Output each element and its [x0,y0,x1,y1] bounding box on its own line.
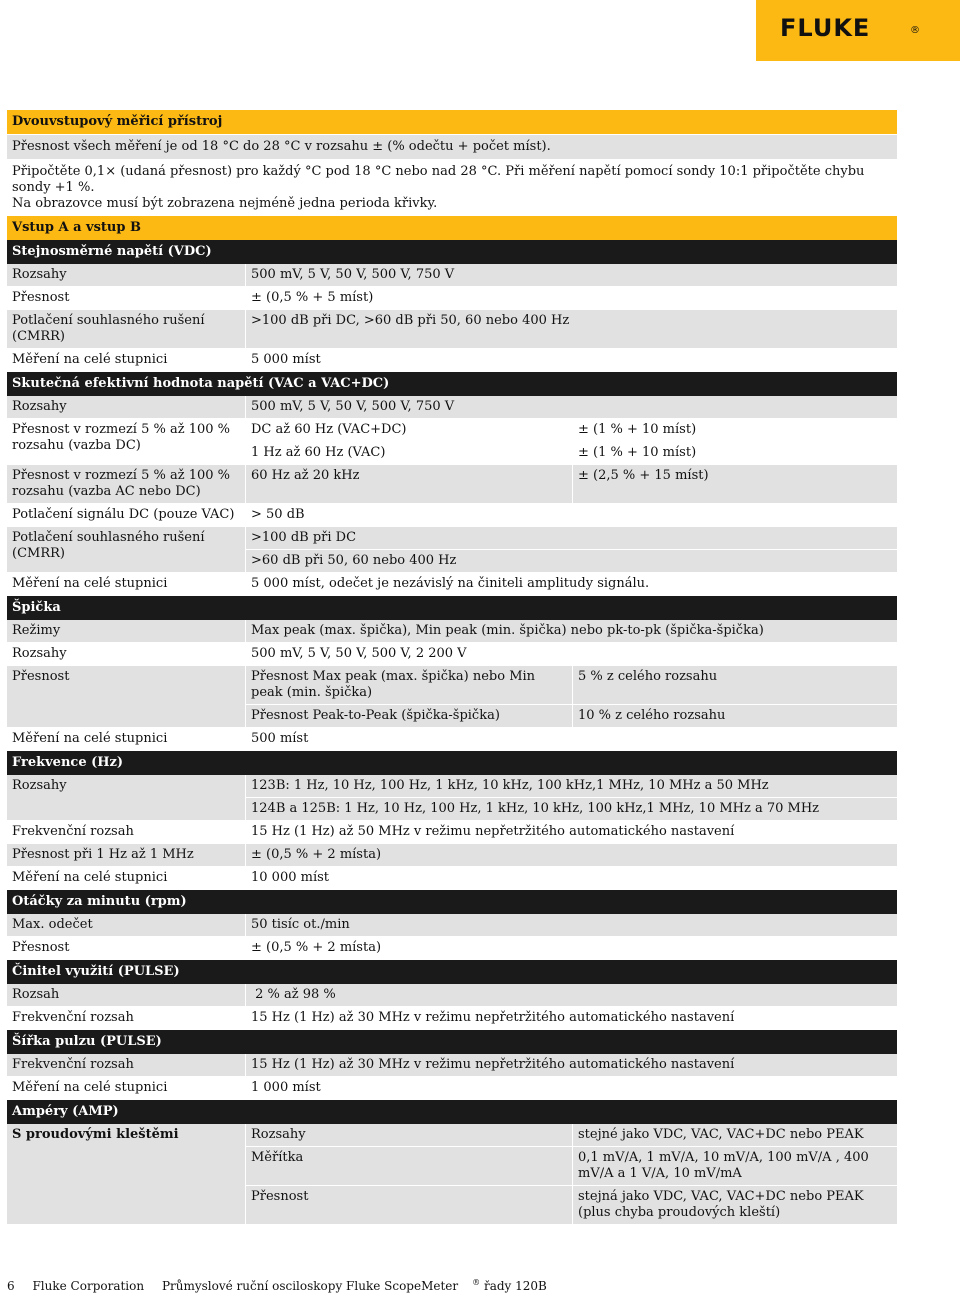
row-value: Max peak (max. špička), Min peak (min. špička) nebo pk-to-pk (špička-špička) [251,623,764,638]
row-value: ± (0,5 % + 2 místa) [251,847,382,862]
table-row [7,287,897,310]
spec-sheet [7,110,897,1225]
row-label: Frekvenční rozsah [7,821,246,843]
table-row [7,666,897,728]
footer-doc-title: Průmyslové ruční osciloskopy Fluke ScopeMeter [161,1279,459,1293]
row-value: 15 Hz (1 Hz) až 50 MHz v režimu nepřetržitého automatického nastavení [251,824,735,839]
row-label: Režimy [7,620,246,642]
row-label: Rozsahy [7,396,246,418]
input-header: Vstup A a vstup B [7,216,897,240]
sub-row [246,798,897,820]
row-label: Max. odečet [7,914,246,936]
amp-header: Ampéry (AMP) [7,1100,897,1124]
sub-row [246,1124,897,1147]
sub-condition: 60 Hz až 20 kHz [246,465,573,503]
vdc-header: Stejnosměrné napětí (VDC) [7,240,897,264]
page-number: 6 [7,1279,15,1293]
row-label: Přesnost [7,287,246,309]
sub-value: ± (1 % + 10 míst) [578,445,697,460]
row-value: 5 000 míst [251,352,321,367]
table-row [7,1124,897,1225]
row-label: Rozsahy [7,264,246,286]
sub-row [246,527,897,550]
sub-table [246,666,897,727]
row-label: Potlačení souhlasného rušení (CMRR) [7,310,246,348]
row-value: >100 dB při DC [251,530,357,545]
row-label: Přesnost v rozmezí 5 % až 100 % rozsahu (vazba AC nebo DC) [7,465,246,503]
table-row [7,620,897,643]
section-title: Dvouvstupový měřicí přístroj [7,110,897,135]
pulse-header: Šířka pulzu (PULSE) [7,1030,897,1054]
table-row [7,821,897,844]
sub-value: ± (1 % + 10 míst) [578,422,697,437]
table-row [7,419,897,465]
row-label: Měření na celé stupnici [7,1077,246,1099]
table-row [7,775,897,821]
intro-line-2 [7,160,897,216]
row-value: 10 000 míst [251,870,329,885]
row-label: Potlačení signálu DC (pouze VAC) [7,504,246,526]
row-label: Přesnost [7,666,246,727]
row-value: 50 tisíc ot./min [251,917,350,932]
sub-row [246,550,897,572]
row-value: 1 000 míst [251,1080,321,1095]
sub-row [246,442,897,464]
row-value: 500 mV, 5 V, 50 V, 500 V, 750 V [251,399,455,414]
sub-value: stejná jako VDC, VAC, VAC+DC nebo PEAK (plus chyba proudových kleští) [578,1189,864,1220]
table-row [7,1007,897,1030]
table-row [7,1077,897,1100]
intro-line-1: Přesnost všech měření je od 18 °C do 28 °C v rozsahu ± (% odečtu + počet míst). [7,135,897,160]
row-label: Potlačení souhlasného rušení (CMRR) [7,527,246,572]
footer-doc [162,1279,561,1293]
table-row [7,984,897,1007]
table-row [7,844,897,867]
sub-value: stejné jako VDC, VAC, VAC+DC nebo PEAK [578,1127,864,1142]
footer-registered-mark: ® [472,1278,481,1287]
sub-row [246,1186,897,1224]
sub-condition: Měřítka [246,1147,573,1185]
table-row [7,914,897,937]
row-label: Frekvenční rozsah [7,1054,246,1076]
row-value: > 50 dB [251,507,305,522]
table-row [7,504,897,527]
duty-header: Činitel využití (PULSE) [7,960,897,984]
sub-condition: Přesnost Peak-to-Peak (špička-špička) [246,705,573,727]
sub-table [246,419,897,464]
row-value: >100 dB při DC, >60 dB při 50, 60 nebo 400 Hz [251,313,570,328]
sub-value: 0,1 mV/A, 1 mV/A, 10 mV/A, 100 mV/A , 400 mV/A a 1 V/A, 10 mV/mA [578,1150,869,1181]
row-value: ± (0,5 % + 5 míst) [251,290,374,305]
sub-row [246,775,897,798]
sub-row [246,705,897,727]
row-label: Měření na celé stupnici [7,573,246,595]
sub-row [246,666,897,705]
fluke-logo [756,0,960,61]
row-label: Frekvenční rozsah [7,1007,246,1029]
table-row [7,643,897,666]
row-value: 124B a 125B: 1 Hz, 10 Hz, 100 Hz, 1 kHz, 10 kHz, 100 kHz,1 MHz, 10 MHz a 70 MHz [251,801,820,816]
rpm-header: Otáčky za minutu (rpm) [7,890,897,914]
row-label: Měření na celé stupnici [7,867,246,889]
sub-row [246,419,897,442]
table-row [7,396,897,419]
page-footer [7,1278,575,1293]
sub-condition: 1 Hz až 60 Hz (VAC) [246,442,573,464]
sub-condition: Rozsahy [246,1124,573,1146]
row-label: Přesnost při 1 Hz až 1 MHz [7,844,246,866]
row-label: Měření na celé stupnici [7,349,246,371]
row-label: Měření na celé stupnici [7,728,246,750]
sub-condition: Přesnost [246,1186,573,1224]
row-value: 500 míst [251,731,309,746]
row-label: Přesnost [7,937,246,959]
row-label: Rozsah [7,984,246,1006]
table-row [7,349,897,372]
sub-row [246,1147,897,1186]
logo-registered-mark: ® [910,25,920,36]
sub-value: 10 % z celého rozsahu [578,708,726,723]
row-value: 500 mV, 5 V, 50 V, 500 V, 750 V [251,267,455,282]
logo-wordmark: FLUKE [780,14,871,42]
footer-doc-end: řady 120B [480,1279,547,1293]
row-label: S proudovými kleštěmi [7,1124,246,1224]
peak-header: Špička [7,596,897,620]
table-row [7,937,897,960]
row-value: >60 dB při 50, 60 nebo 400 Hz [251,553,457,568]
row-value: ± (0,5 % + 2 místa) [251,940,382,955]
sub-value: ± (2,5 % + 15 míst) [578,468,709,483]
row-value: 15 Hz (1 Hz) až 30 MHz v režimu nepřetržitého automatického nastavení [251,1010,735,1025]
row-value: 500 mV, 5 V, 50 V, 500 V, 2 200 V [251,646,467,661]
row-label: Rozsahy [7,643,246,665]
vac-header: Skutečná efektivní hodnota napětí (VAC a VAC+DC) [7,372,897,396]
row-value: 5 000 míst, odečet je nezávislý na činiteli amplitudy signálu. [251,576,650,591]
table-row [7,465,897,504]
table-row [7,728,897,751]
table-row [7,867,897,890]
table-row [7,1054,897,1077]
table-row [7,310,897,349]
intro-line-3-text: Na obrazovce musí být zobrazena nejméně jedna perioda křivky. [12,196,438,211]
footer-company: Fluke Corporation [32,1279,145,1293]
row-value: 15 Hz (1 Hz) až 30 MHz v režimu nepřetržitého automatického nastavení [251,1057,735,1072]
freq-header: Frekvence (Hz) [7,751,897,775]
sub-table [246,527,897,572]
sub-table [246,1124,897,1224]
sub-value: 5 % z celého rozsahu [578,669,718,684]
row-label: Přesnost v rozmezí 5 % až 100 % rozsahu (vazba DC) [7,419,246,464]
intro-line-2-text: Připočtěte 0,1× (udaná přesnost) pro každý °C pod 18 °C nebo nad 28 °C. Při měření napětí pomocí sondy 10:1 připočtěte chybu sondy +1 %. [12,164,865,195]
row-label: Rozsahy [7,775,246,820]
table-row [7,573,897,596]
row-value: 2 % až 98 % [251,987,336,1002]
table-row [7,527,897,573]
sub-condition: Přesnost Max peak (max. špička) nebo Min peak (min. špička) [246,666,573,704]
sub-condition: DC až 60 Hz (VAC+DC) [246,419,573,441]
sub-table [246,775,897,820]
table-row [7,264,897,287]
row-value: 123B: 1 Hz, 10 Hz, 100 Hz, 1 kHz, 10 kHz, 100 kHz,1 MHz, 10 MHz a 50 MHz [251,778,769,793]
